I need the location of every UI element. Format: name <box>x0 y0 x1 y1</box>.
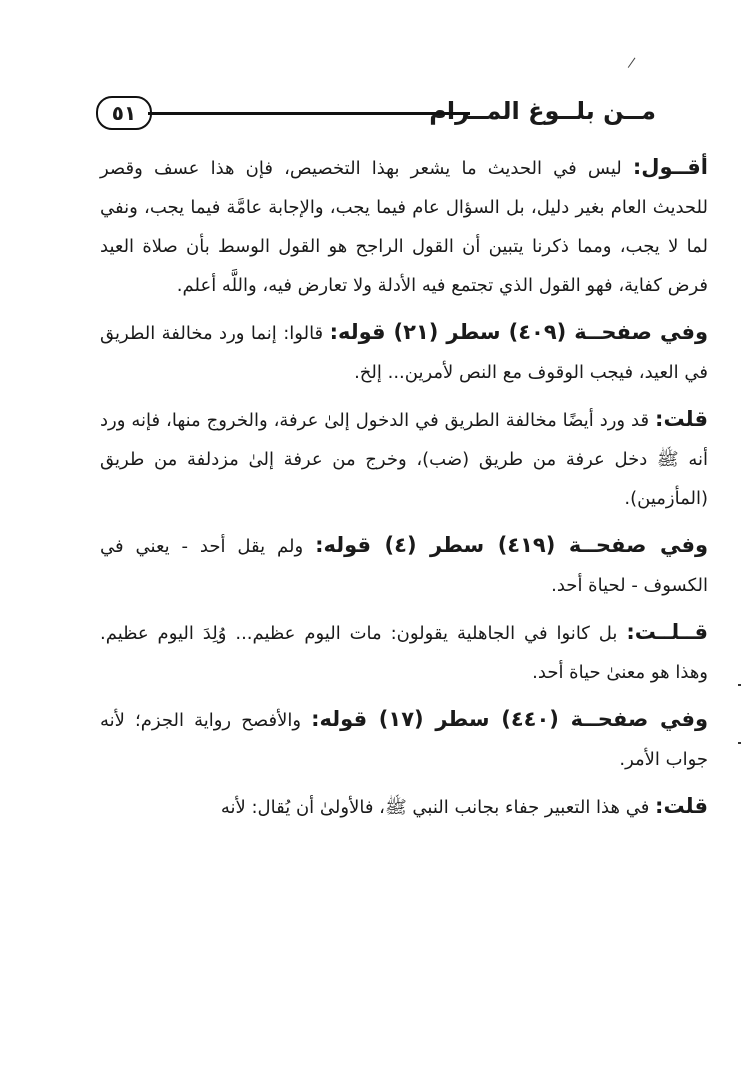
page-reference: وفي صفحــة (٤٠٩) سطر (٢١) قوله: <box>329 320 708 344</box>
page-reference: وفي صفحــة (٤١٩) سطر (٤) قوله: <box>315 533 709 557</box>
paragraph-lead: أقــول: <box>632 155 708 179</box>
paragraph-6 <box>100 700 708 779</box>
paragraph-7 <box>100 787 708 827</box>
paragraph-text: قد ورد أيضًا مخالفة الطريق في الدخول إلىٰ عرفة، والخروج منها، فإنه ورد أنه ﷺ دخل عرفة من طريق (ضب)، وخرج من عرفة إلىٰ مزدلفة من طريق (المأزمين). <box>100 410 708 509</box>
paragraph-lead: قــلــت: <box>626 620 708 644</box>
page-body <box>100 148 708 827</box>
paragraph-text: قالوا: إنما ورد مخالفة الطريق في العيد، فيجب الوقوف مع النص لأمرين... إلخ. <box>100 323 708 383</box>
paragraph-text: بل كانوا في الجاهلية يقولون: مات اليوم عظيم... وُلِدَ اليوم عظيم. وهذا هو معنىٰ حياة أحد. <box>100 623 708 683</box>
margin-tick <box>738 684 741 686</box>
paragraph-2 <box>100 313 708 392</box>
running-header <box>96 94 656 134</box>
paragraph-1 <box>100 148 708 305</box>
paragraph-text: ليس في الحديث ما يشعر بهذا التخصيص، فإن هذا عسف وقصر للحديث العام بغير دليل، بل السؤال عام فيما يجب، والإجابة عامَّة فيما يجب، ونفي لما لا يجب، ومما ذكرنا يتبين أن القول الراجح هو القول الوسط بأن صلاة العيد فرض كفاية، فهو القول الذي تجتمع فيه الأدلة ولا تعارض فيه، واللَّه أعلم. <box>100 158 708 296</box>
book-title: مــن بلــوغ المــرام <box>429 97 656 125</box>
paragraph-4 <box>100 526 708 605</box>
page-reference: وفي صفحــة (٤٤٠) سطر (١٧) قوله: <box>311 707 708 731</box>
paragraph-5 <box>100 613 708 692</box>
scan-mark <box>628 58 637 69</box>
paragraph-text: والأفصح رواية الجزم؛ لأنه جواب الأمر. <box>100 710 708 770</box>
paragraph-text: في هذا التعبير جفاء بجانب النبي ﷺ، فالأولىٰ أن يُقال: لأنه <box>220 797 656 818</box>
paragraph-3 <box>100 400 708 518</box>
page-number: ٥١ <box>96 96 152 130</box>
paragraph-lead: قلت: <box>655 407 708 431</box>
paragraph-text: ولم يقل أحد - يعني في الكسوف - لحياة أحد. <box>100 536 708 596</box>
paragraph-lead: قلت: <box>655 794 708 818</box>
header-rule <box>148 112 470 115</box>
margin-tick <box>738 742 741 744</box>
